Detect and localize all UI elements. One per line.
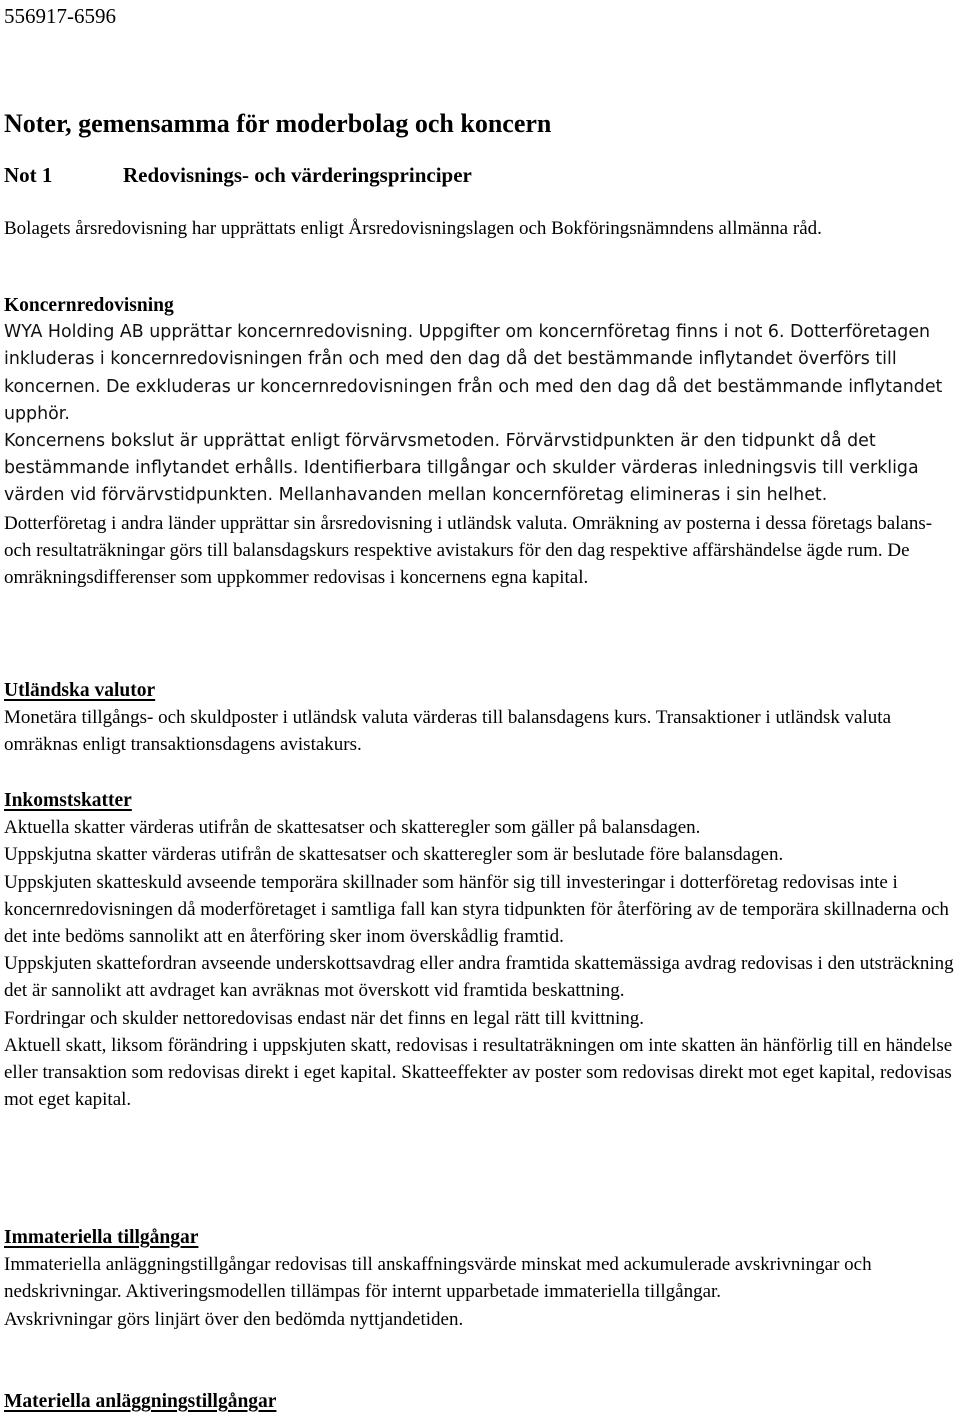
koncern-paragraph-1: WYA Holding AB upprättar koncernredovisning. Uppgifter om koncernföretag finns i not 6. Dotterföretagen inkluderas i koncernredovisningen från och med den dag då det bestämmande inflytandet överförs till koncernen. De exkluderas ur koncernredovisningen från och med den dag då det bestämmande inflytandet upphör. bbox=[4, 322, 943, 424]
immateriella-paragraph-1: Immateriella anläggningstillgångar redovisas till anskaffningsvärde minskat med ackumulerade avskrivningar och nedskrivningar. Aktiveringsmodellen tillämpas för internt upparbetade immateriella tillgångar. bbox=[4, 1254, 872, 1303]
section-heading-materiella-anlaggningstillgangar: Materiella anläggningstillgångar bbox=[4, 1391, 277, 1412]
intro-paragraph: Bolagets årsredovisning har upprättats enligt Årsredovisningslagen och Bokföringsnämndens allmänna råd. bbox=[4, 218, 822, 239]
valutor-section bbox=[4, 677, 958, 759]
note-heading bbox=[4, 162, 472, 189]
note-title: Redovisnings- och värderingsprinciper bbox=[123, 163, 472, 187]
skatter-paragraph-5: Fordringar och skulder nettoredovisas endast när det finns en legal rätt till kvittning. bbox=[4, 1007, 645, 1029]
materiella-section bbox=[4, 1388, 958, 1415]
page-title: Noter, gemensamma för moderbolag och koncern bbox=[4, 109, 552, 138]
section-heading-inkomstskatter: Inkomstskatter bbox=[4, 790, 132, 811]
section-heading-koncernredovisning: Koncernredovisning bbox=[4, 295, 174, 316]
section-heading-immateriella-tillgangar: Immateriella tillgångar bbox=[4, 1227, 199, 1248]
immateriella-section bbox=[4, 1224, 958, 1333]
immateriella-paragraph-2: Avskrivningar görs linjärt över den bedömda nyttjandetiden. bbox=[4, 1308, 464, 1330]
koncern-paragraph-2: Koncernens bokslut är upprättat enligt förvärvsmetoden. Förvärvstidpunkten är den tidpunkt då det bestämmande inflytandet erhålls. Identifierbara tillgångar och skulder värderas inledningsvis till verkliga värden vid förvärvstidpunkten. Mellanhavanden mellan koncernföretag elimineras i sin helhet. bbox=[4, 431, 919, 506]
skatter-paragraph-3: Uppskjuten skatteskuld avseende temporära skillnader som hänför sig till investeringar i dotterföretag redovisas inte i koncernredovisningen då moderföretaget i samtliga fall kan styra tidpunkten för återföring av de temporära skillnaderna och det inte bedöms sannolikt att en återföring sker inom överskådlig framtid. bbox=[4, 871, 949, 948]
skatter-paragraph-4: Uppskjuten skattefordran avseende underskottsavdrag eller andra framtida skattemässiga avdrag redovisas i den utsträckning det är sannolikt att avdraget kan avräknas mot överskott vid framtida beskattning. bbox=[4, 953, 954, 1002]
skatter-paragraph-2: Uppskjutna skatter värderas utifrån de skattesatser och skatteregler som är beslutade före balansdagen. bbox=[4, 844, 784, 866]
koncern-section bbox=[4, 292, 958, 591]
note-number: Not 1 bbox=[4, 163, 53, 187]
section-heading-utlandska-valutor: Utländska valutor bbox=[4, 680, 156, 701]
valutor-paragraph-1: Monetära tillgångs- och skuldposter i utländsk valuta värderas till balansdagens kurs. Transaktioner i utländsk valuta omräknas enligt transaktionsdagens avistakurs. bbox=[4, 707, 892, 756]
org-number: 556917-6596 bbox=[4, 4, 116, 28]
koncern-paragraph-3: Dotterföretag i andra länder upprättar sin årsredovisning i utländsk valuta. Omräkning av posterna i dessa företags balans- och resultaträkningar görs till balansdagskurs respektive avistakurs för den dag respektive affärshändelse ägde rum. De omräkningsdifferenser som uppkommer redovisas i koncernens egna kapital. bbox=[4, 512, 933, 589]
intro-section bbox=[4, 215, 958, 242]
skatter-section bbox=[4, 787, 958, 1113]
skatter-paragraph-6: Aktuell skatt, liksom förändring i uppskjuten skatt, redovisas i resultaträkningen om inte skatten än hänförlig till en händelse eller transaktion som redovisas direkt i eget kapital. Skatteeffekter av poster som redovisas direkt mot eget kapital, redovisas mot eget kapital. bbox=[4, 1034, 953, 1111]
skatter-paragraph-1: Aktuella skatter värderas utifrån de skattesatser och skatteregler som gäller på balansdagen. bbox=[4, 817, 701, 839]
